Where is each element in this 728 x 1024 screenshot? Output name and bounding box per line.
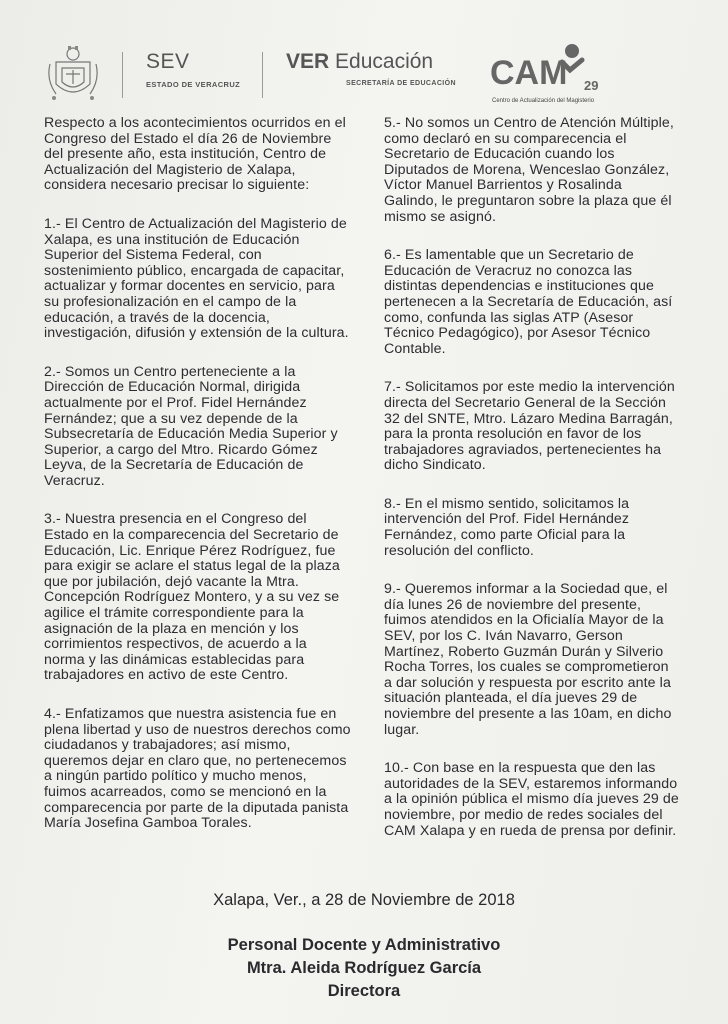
text-line: ciudadanos y trabajadores; así mismo, [44, 737, 291, 754]
text-line: educación, a través de la docencia, [44, 309, 270, 326]
signature-name: Mtra. Aleida Rodríguez García [246, 959, 482, 977]
text-line: María Josefina Gamboa Torales. [44, 815, 252, 832]
text-line: distintas dependencias e instituciones que [384, 278, 655, 295]
text-line: Educación, Lic. Enrique Pérez Rodríguez, fue [44, 542, 336, 559]
left-column [44, 116, 364, 855]
text-line: noviembre del presente a las 10am, en dicho [384, 706, 672, 722]
right-column [384, 116, 704, 862]
text-line: para exigir se aclare el status legal de la plaza [44, 558, 340, 575]
text-line: 3.- Nuestra presencia en el Congreso del [44, 511, 307, 528]
text-line: actualmente por el Prof. Fidel Hernández [44, 394, 307, 411]
text-line: pertenecen a la Secretaría de Educación, así [384, 293, 673, 310]
paragraph [44, 512, 364, 684]
text-line: lugar. [384, 721, 420, 738]
text-line: queremos dejar en claro que, no pertenecemos [44, 752, 347, 769]
text-line: Estado en la comparecencia del Secretario de [44, 527, 339, 544]
text-line: Superior, a cargo del Mtro. Ricardo Gómez [44, 441, 318, 458]
text-line: del presente año, esta institución, Centro de [44, 146, 327, 163]
text-line: a dar solución y respuesta por escrito ante la [384, 674, 671, 691]
text-line: fuimos atendidos en la Oficialía Mayor de la [384, 612, 664, 629]
text-line: plena libertad y uso de nuestros derechos como [44, 721, 351, 738]
text-line: Martínez, Roberto Guzmán Durán y Silverio [384, 643, 664, 660]
text-line: comparecencia por parte de la diputada panista [44, 799, 349, 816]
text-line: Víctor Manuel Barrientos y Rosalinda [384, 177, 622, 194]
text-line: a ningún partido político y mucho menos, [44, 768, 307, 785]
signature-title: Directora [327, 982, 401, 1000]
text-line: Concepción Rodríguez Montero, y a su vez se [44, 589, 340, 606]
text-line: directa del Secretario General de la Sección [384, 394, 666, 411]
ver-educacion-logo [286, 50, 456, 87]
text-line: como, confunda las siglas ATP (Asesor [384, 309, 634, 326]
text-line: 4.- Enfatizamos que nuestra asistencia fue en [44, 706, 337, 722]
place-date: Xalapa, Ver., a 28 de Noviembre de 2018 [213, 891, 515, 909]
header-divider [122, 52, 123, 98]
text-line: asignación de la plaza en mención y los [44, 620, 299, 637]
paragraph [384, 582, 704, 738]
text-line: para la pronta resolución en favor de los [384, 426, 642, 443]
text-line: Superior del Sistema Federal, con [44, 247, 262, 264]
text-line: agilice el trámite correspondiente para la [44, 605, 304, 622]
paragraph [44, 707, 364, 832]
text-line: Leyva, de la Secretaría de Educación de [44, 457, 304, 474]
paragraph [384, 761, 704, 839]
text-line: 1.- El Centro de Actualización del Magisterio de [44, 215, 347, 232]
text-line: trabajadores en activo de este Centro. [44, 667, 289, 684]
sev-title: SEV [146, 50, 190, 73]
text-line: Respecto a los acontecimientos ocurridos en el [44, 115, 346, 131]
text-line: Actualización del Magisterio de Xalapa, [44, 161, 296, 178]
cam-logo-text: CAM [490, 54, 568, 92]
text-line: intervención del Prof. Fidel Hernández [384, 511, 630, 528]
text-line: resolución del conflicto. [384, 542, 534, 559]
text-line: 32 del SNTE, Mtro. Lázaro Medina Barragán, [384, 410, 673, 427]
text-line: fuimos acarreados, como se mencionó en la [44, 783, 327, 800]
ver-strong: VER [286, 50, 330, 73]
text-line: Contable. [384, 340, 446, 357]
signature-department: Personal Docente y Administrativo [227, 936, 501, 954]
text-line: SEV, por los C. Iván Navarro, Gerson [384, 628, 623, 645]
text-line: como declaró en su comparecencia el [384, 130, 627, 147]
paragraph [384, 116, 704, 225]
text-line: 2.- Somos un Centro perteneciente a la [44, 363, 296, 380]
text-line: 10.- Con base en la respuesta que den las [384, 760, 656, 777]
text-line: a la opinión pública el mismo día jueves 29 de [384, 791, 679, 808]
text-line: investigación, difusión y extensión de la cultura. [44, 325, 349, 342]
text-line: Congreso del Estado el día 26 de Noviembre [44, 130, 332, 147]
text-line: norma y las dinámicas establecidas para [44, 651, 305, 668]
text-line: 6.- Es lamentable que un Secretario de [384, 247, 634, 264]
text-line: considera necesario precisar lo siguiente: [44, 177, 310, 194]
text-line: su profesionalización en el campo de la [44, 293, 297, 310]
text-line: Rocha Torres, los cuales se comprometieron [384, 659, 669, 676]
text-line: 9.- Queremos informar a la Sociedad que, el [384, 581, 668, 598]
text-line: Fernández, como parte Oficial para la [384, 527, 626, 544]
paragraph [44, 217, 364, 342]
text-line: 7.- Solicitamos por este medio la intervención [384, 379, 675, 396]
text-line: Galindo, le preguntaron sobre la plaza que él [384, 192, 672, 209]
text-line: corrimientos respectivos, de acuerdo a la [44, 636, 307, 653]
text-line: autoridades de la SEV, estaremos informando [384, 775, 678, 792]
header-divider [262, 52, 263, 98]
text-line: Dirección de Educación Normal, dirigida [44, 379, 301, 396]
text-line: dicho Sindicato. [384, 457, 486, 474]
paragraph [384, 497, 704, 559]
cam-logo [488, 40, 618, 110]
veracruz-coat-of-arms-icon [46, 44, 100, 104]
paragraph [384, 248, 704, 357]
text-line: Diputados de Morena, Wenceslao González, [384, 161, 670, 178]
cam-subtitle: Centro de Actualización del Magisterio [492, 98, 595, 104]
letterhead [0, 0, 728, 112]
ver-subtitle: SECRETARÍA DE EDUCACIÓN [346, 80, 456, 87]
ver-title [286, 50, 456, 74]
text-line: situación planteada, el día jueves 29 de [384, 690, 638, 707]
ver-educacion: Educación [335, 50, 434, 73]
text-line: día lunes 26 de noviembre del presente, [384, 596, 642, 613]
text-line: CAM Xalapa y en rueda de prensa por definir. [384, 822, 677, 839]
text-line: noviembre, por medio de redes sociales del [384, 806, 663, 823]
text-line: Fernández; que a su vez depende de la [44, 410, 298, 427]
text-line: mismo se asignó. [384, 208, 496, 225]
text-line: Técnico Pedagógico), por Asesor Técnico [384, 325, 651, 342]
text-line: trabajadores agraviados, pertenecientes ha [384, 441, 662, 458]
text-line: Educación de Veracruz no conozca las [384, 262, 633, 279]
paragraph [384, 380, 704, 474]
text-line: Subsecretaría de Educación Media Superior y [44, 426, 338, 443]
cam-logo-icon [488, 40, 618, 98]
cam-number: 29 [584, 78, 599, 93]
text-line: Veracruz. [44, 472, 105, 489]
text-line: que por jubilación, dejó vacante la Mtra. [44, 573, 299, 590]
sev-logo [146, 50, 240, 89]
text-line: actualizar y formar docentes en servicio, para [44, 278, 335, 295]
sev-subtitle: ESTADO DE VERACRUZ [146, 80, 241, 89]
paragraph [44, 116, 364, 194]
text-line: 8.- En el mismo sentido, solicitamos la [384, 495, 630, 512]
text-line: Xalapa, es una institución de Educación [44, 231, 300, 248]
text-line: Secretario de Educación cuando los [384, 146, 615, 163]
text-line: 5.- No somos un Centro de Atención Múltiple, [384, 115, 674, 131]
paragraph [44, 365, 364, 490]
text-line: sostenimiento público, encargada de capacitar, [44, 262, 345, 279]
